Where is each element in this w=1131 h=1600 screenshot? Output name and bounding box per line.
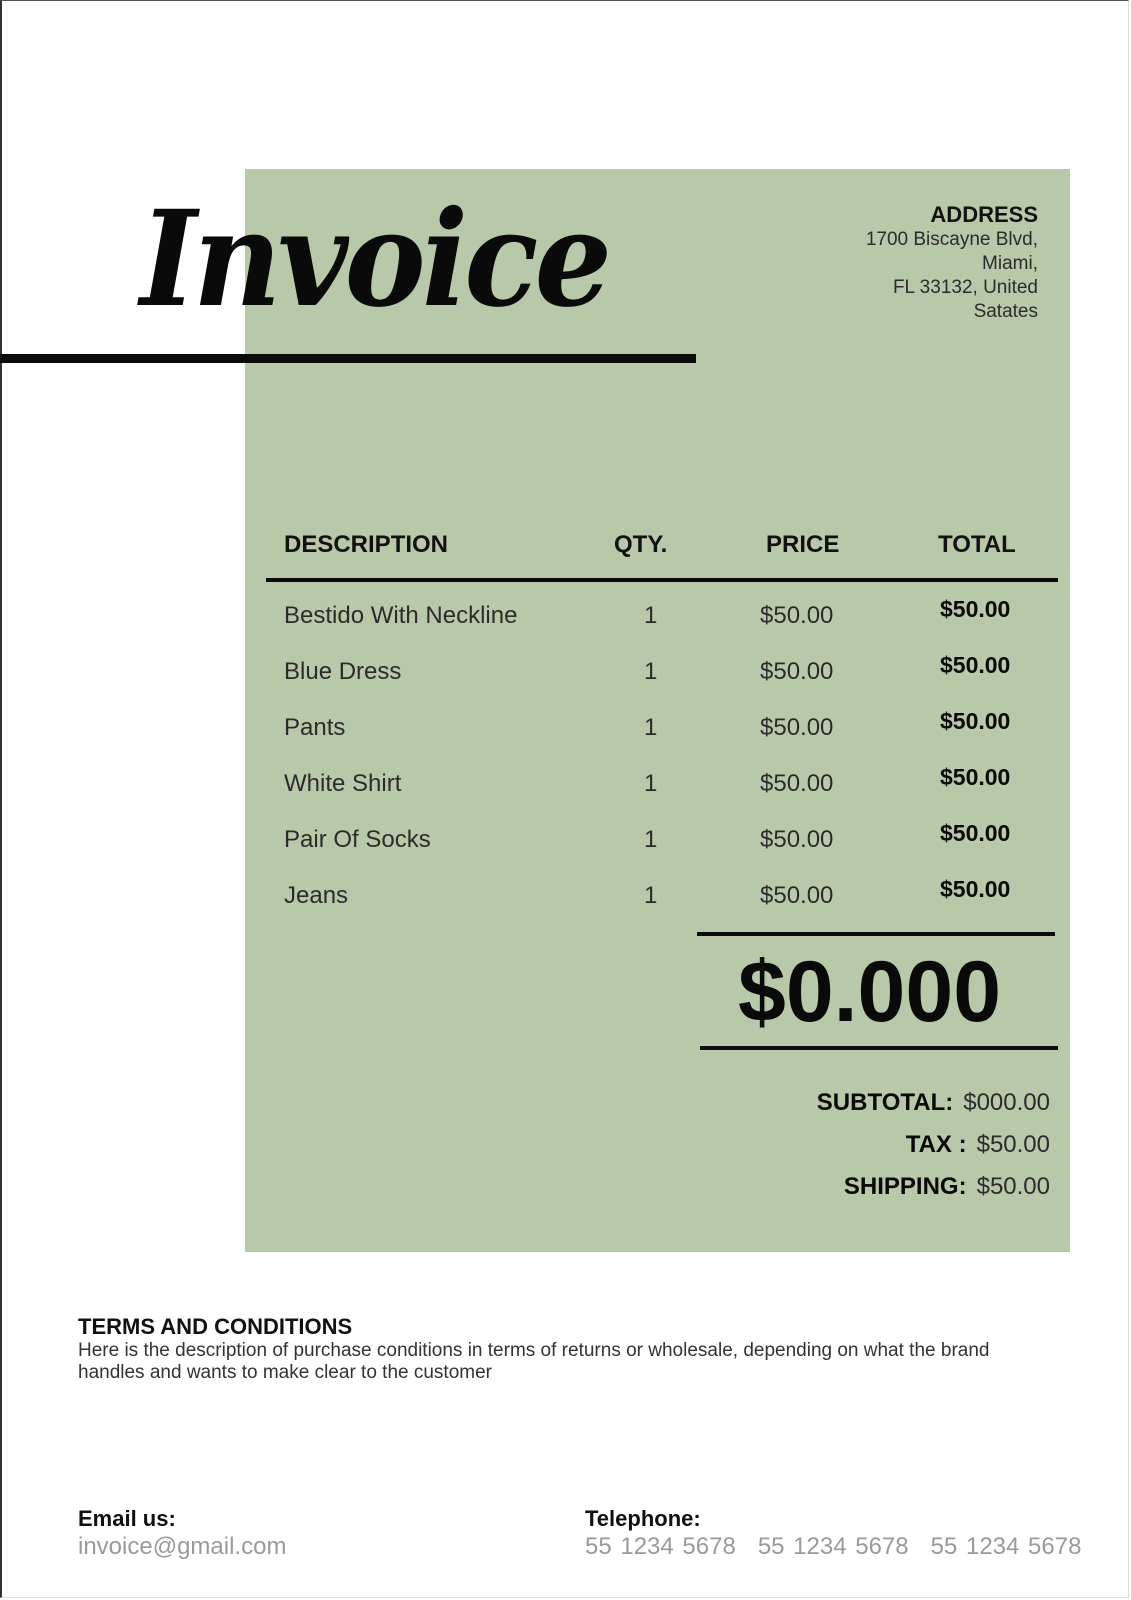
address-line: 1700 Biscayne Blvd, [865, 229, 1038, 250]
item-description: Bestido With Neckline [284, 602, 518, 629]
email-label: Email us: [78, 1506, 176, 1531]
item-price: $50.00 [760, 714, 834, 741]
address-block [778, 202, 1038, 324]
item-qty: 1 [644, 602, 658, 629]
title-underline [0, 354, 696, 363]
item-qty: 1 [644, 770, 658, 797]
grand-total-bottom-rule [700, 1046, 1058, 1050]
item-description: Pants [284, 714, 346, 741]
shipping-value: $50.00 [976, 1173, 1050, 1200]
subtotal-label: SUBTOTAL: [816, 1089, 954, 1116]
item-description: Jeans [284, 882, 349, 909]
telephone-number[interactable]: 55 1234 5678 [930, 1533, 1082, 1560]
address-line: Satates [973, 301, 1038, 322]
invoice-title: Invoice [140, 182, 609, 337]
table-row [0, 878, 1131, 934]
item-total: $50.00 [940, 708, 1011, 734]
item-qty: 1 [644, 714, 658, 741]
column-header-price: PRICE [766, 531, 840, 558]
item-description: Pair Of Socks [284, 826, 431, 853]
column-header-qty: QTY. [614, 531, 668, 558]
terms-section [78, 1314, 1058, 1384]
column-header-total: TOTAL [938, 531, 1016, 558]
table-row [0, 654, 1131, 710]
table-row [0, 766, 1131, 822]
table-row [0, 598, 1131, 654]
terms-label: TERMS AND CONDITIONS [78, 1314, 353, 1339]
item-total: $50.00 [940, 652, 1011, 678]
address-line: Miami, [982, 253, 1038, 274]
item-description: Blue Dress [284, 658, 402, 685]
telephone-section [585, 1506, 1103, 1562]
item-qty: 1 [644, 658, 658, 685]
item-price: $50.00 [760, 826, 834, 853]
item-total: $50.00 [940, 764, 1011, 790]
grand-total: $0.000 [738, 944, 1002, 1040]
item-qty: 1 [644, 882, 658, 909]
item-total: $50.00 [940, 596, 1011, 622]
telephone-number[interactable]: 55 1234 5678 [585, 1533, 736, 1560]
item-total: $50.00 [940, 820, 1011, 846]
item-qty: 1 [644, 826, 658, 853]
column-header-description: DESCRIPTION [284, 531, 449, 558]
item-description: White Shirt [284, 770, 402, 797]
address-line: FL 33132, United [892, 277, 1038, 298]
item-price: $50.00 [760, 770, 834, 797]
shipping-label: SHIPPING: [843, 1173, 967, 1200]
shipping-line [844, 1172, 1050, 1202]
terms-text: Here is the description of purchase conditions in terms of returns or wholesale, depending on what the brand handles and wants to make clear to the customer [78, 1340, 990, 1383]
email-section [78, 1506, 286, 1562]
grand-total-top-rule [697, 932, 1055, 936]
telephone-number[interactable]: 55 1234 5678 [757, 1533, 909, 1560]
item-total: $50.00 [940, 876, 1011, 902]
table-row [0, 710, 1131, 766]
tax-value: $50.00 [976, 1131, 1050, 1158]
subtotal-line [817, 1088, 1050, 1118]
email-link[interactable]: invoice@gmail.com [78, 1533, 287, 1560]
tax-line [906, 1130, 1050, 1160]
header-divider [266, 578, 1058, 582]
item-price: $50.00 [760, 658, 834, 685]
subtotal-value: $000.00 [963, 1089, 1050, 1116]
telephone-numbers [585, 1532, 1103, 1562]
address-label: ADDRESS [930, 202, 1038, 227]
telephone-label: Telephone: [585, 1506, 701, 1531]
item-price: $50.00 [760, 602, 834, 629]
table-row [0, 822, 1131, 878]
item-price: $50.00 [760, 882, 834, 909]
tax-label: TAX : [905, 1131, 967, 1158]
